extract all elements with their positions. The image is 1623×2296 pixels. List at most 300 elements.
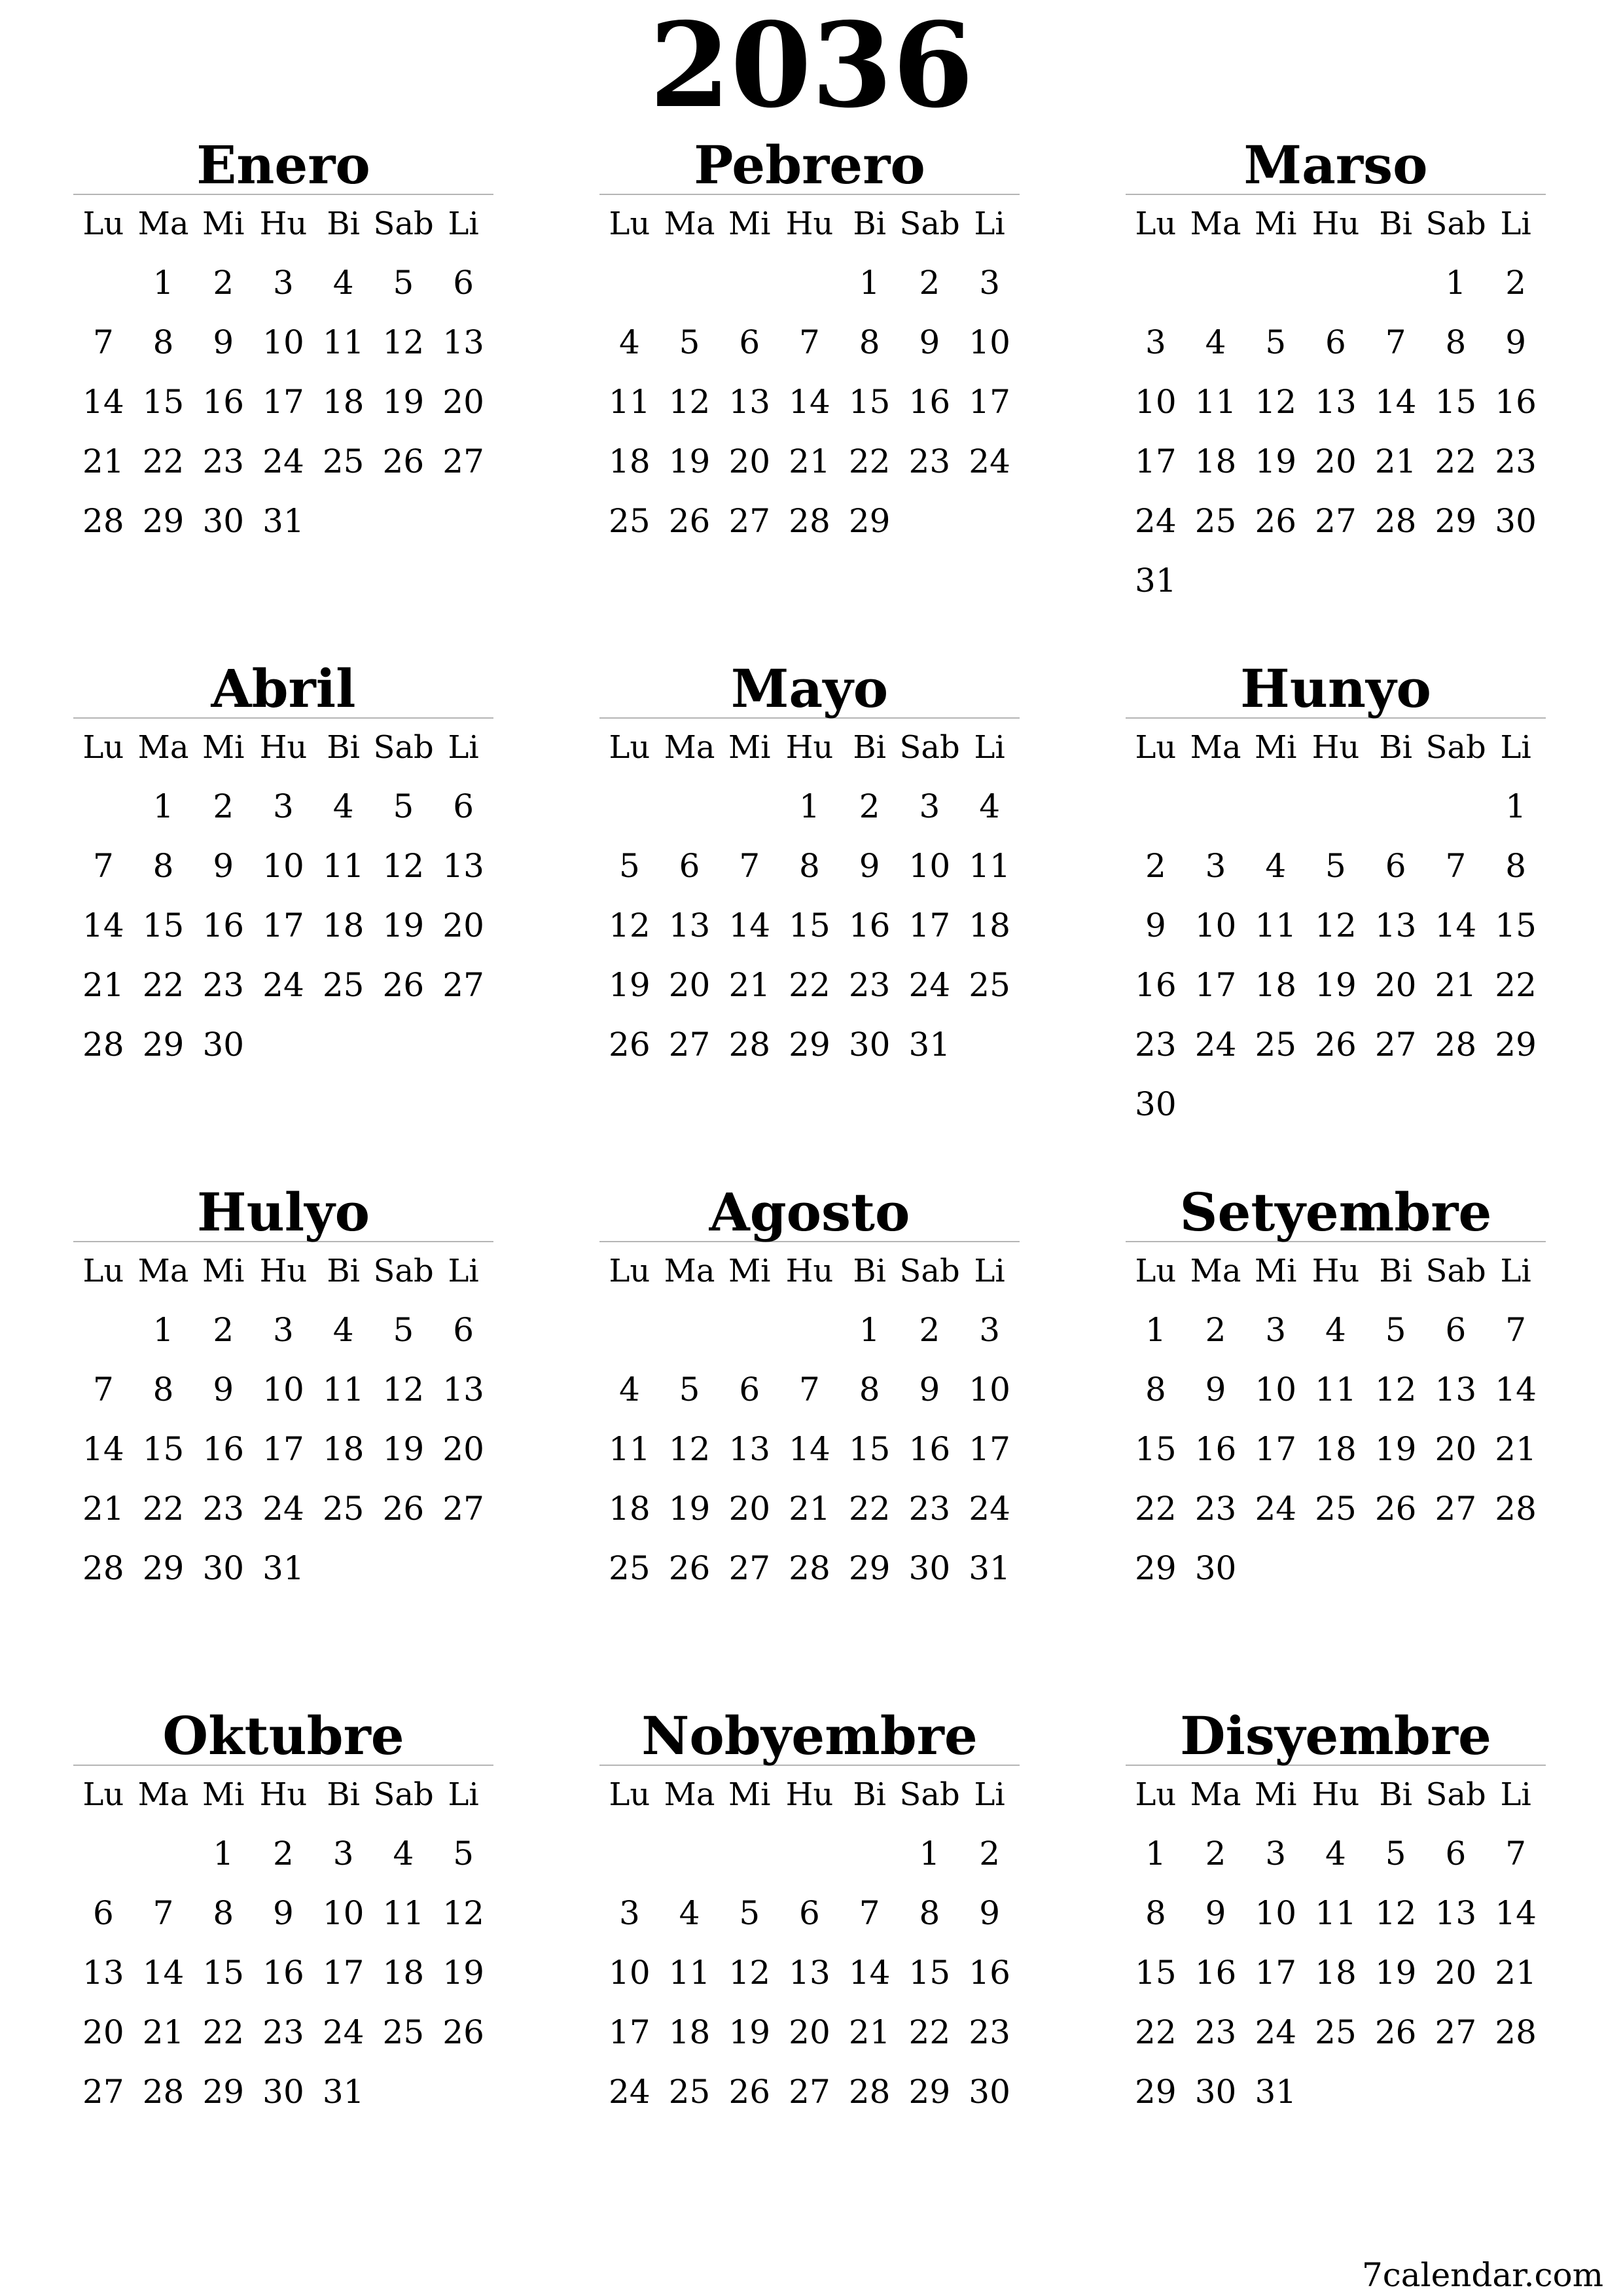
empty-cell (599, 253, 660, 312)
day-cell: 6 (679, 846, 700, 885)
empty-cell (374, 491, 434, 550)
day-cell: 2 (1145, 846, 1166, 885)
day-cell: 16 (1135, 965, 1177, 1004)
day-cell: 19 (668, 1489, 711, 1528)
empty-cell (1366, 776, 1426, 836)
weekday-label: Mi (728, 1776, 771, 1813)
day-cell: 31 (322, 2072, 365, 2111)
month-title: Mayo (599, 660, 1020, 719)
week-row (1126, 836, 1546, 895)
day-cell: 21 (82, 442, 124, 480)
day-cell: 19 (442, 1953, 484, 1992)
day-cell: 30 (262, 2072, 304, 2111)
week-row (599, 372, 1020, 431)
weekday-label: Lu (82, 1776, 124, 1813)
day-cell: 20 (442, 906, 484, 944)
day-cell: 24 (262, 442, 304, 480)
weekday-label: Lu (82, 1253, 124, 1289)
week-row (1126, 2002, 1546, 2062)
day-cell: 12 (442, 1893, 484, 1932)
day-cell: 16 (969, 1953, 1010, 1992)
day-cell: 7 (152, 1893, 174, 1932)
day-cell: 24 (262, 1489, 304, 1528)
day-cell: 29 (848, 501, 891, 540)
empty-cell (73, 776, 134, 836)
day-cell: 22 (1135, 1489, 1177, 1528)
week-row (1126, 431, 1546, 491)
empty-cell (719, 1823, 779, 1883)
weekday-label: Hu (785, 1776, 834, 1813)
weekday-label: Hu (259, 206, 308, 242)
month-table (1126, 1242, 1546, 1598)
day-cell: 24 (262, 965, 304, 1004)
day-cell: 25 (322, 965, 365, 1004)
weekday-label: Sab (373, 1253, 434, 1289)
day-cell: 21 (1374, 442, 1417, 480)
day-cell: 4 (1325, 1834, 1346, 1873)
day-cell: 1 (1505, 787, 1527, 825)
month-hulyo (73, 1183, 493, 1598)
weekday-label: Mi (202, 206, 245, 242)
day-cell: 3 (1265, 1310, 1287, 1349)
month-title: Marso (1126, 136, 1546, 195)
day-cell: 8 (152, 323, 174, 361)
day-cell: 29 (1435, 501, 1477, 540)
day-cell: 14 (1495, 1370, 1537, 1408)
empty-cell (959, 491, 1020, 550)
day-cell: 13 (1374, 906, 1417, 944)
day-cell: 20 (1435, 1429, 1477, 1468)
day-cell: 6 (92, 1893, 114, 1932)
week-row (73, 895, 493, 955)
day-cell: 28 (1435, 1025, 1477, 1064)
day-cell: 22 (142, 442, 185, 480)
day-cell: 29 (142, 1025, 185, 1064)
day-cell: 30 (202, 1549, 245, 1587)
day-cell: 12 (1374, 1893, 1417, 1932)
day-cell: 10 (262, 1370, 304, 1408)
weekday-label: Hu (1311, 206, 1360, 242)
day-cell: 5 (1265, 323, 1287, 361)
day-cell: 21 (82, 1489, 124, 1528)
week-row (599, 1538, 1020, 1598)
day-cell: 3 (979, 1310, 1001, 1349)
month-table (599, 195, 1020, 550)
empty-cell (1486, 550, 1546, 610)
day-cell: 4 (979, 787, 1001, 825)
day-cell: 5 (618, 846, 640, 885)
day-cell: 22 (789, 965, 830, 1004)
day-cell: 6 (739, 1370, 760, 1408)
week-row (599, 776, 1020, 836)
day-cell: 12 (382, 323, 425, 361)
weekday-label: Ma (1190, 206, 1241, 242)
day-cell: 7 (92, 846, 114, 885)
week-row (1126, 1359, 1546, 1419)
day-cell: 14 (789, 1429, 830, 1468)
day-cell: 14 (142, 1953, 185, 1992)
weekday-label: Mi (202, 729, 245, 766)
week-row (1126, 1479, 1546, 1538)
day-cell: 10 (1255, 1893, 1297, 1932)
week-row (1126, 1943, 1546, 2002)
empty-cell (1486, 1074, 1546, 1134)
week-row (599, 312, 1020, 372)
weekday-label: Ma (664, 1253, 715, 1289)
empty-cell (1426, 2062, 1486, 2121)
weekday-label: Lu (609, 206, 651, 242)
weekday-label: Hu (1311, 1253, 1360, 1289)
day-cell: 20 (1374, 965, 1417, 1004)
weekday-label: Mi (728, 206, 771, 242)
week-row (1126, 1823, 1546, 1883)
empty-cell (1306, 2062, 1366, 2121)
year-title: 2036 (649, 0, 974, 134)
day-cell: 1 (799, 787, 820, 825)
empty-cell (1366, 550, 1426, 610)
day-cell: 14 (1435, 906, 1477, 944)
day-cell: 24 (969, 1489, 1010, 1528)
day-cell: 2 (1505, 263, 1527, 302)
day-cell: 13 (442, 1370, 484, 1408)
day-cell: 16 (202, 1429, 245, 1468)
empty-cell (1426, 776, 1486, 836)
weekday-label: Lu (609, 1253, 651, 1289)
empty-cell (779, 253, 840, 312)
day-cell: 2 (213, 1310, 234, 1349)
day-cell: 23 (1194, 2013, 1237, 2051)
footer-credit: 7calendar.com (1361, 2256, 1603, 2294)
weekday-label: Bi (327, 206, 360, 242)
day-cell: 13 (728, 1429, 771, 1468)
day-cell: 28 (1495, 1489, 1537, 1528)
weekday-label: Sab (1425, 206, 1486, 242)
day-cell: 8 (799, 846, 820, 885)
day-cell: 5 (453, 1834, 474, 1873)
month-pebrero (599, 136, 1020, 550)
day-cell: 22 (848, 442, 891, 480)
week-row (73, 1300, 493, 1359)
weekday-header-row (599, 719, 1020, 776)
day-cell: 20 (728, 1489, 771, 1528)
week-row (73, 2002, 493, 2062)
month-setyembre (1126, 1183, 1546, 1598)
weekday-label: Ma (137, 206, 189, 242)
weekday-label: Lu (1135, 206, 1177, 242)
day-cell: 3 (1265, 1834, 1287, 1873)
weekday-label: Bi (1379, 1776, 1412, 1813)
day-cell: 16 (202, 382, 245, 421)
week-row (599, 1823, 1020, 1883)
weekday-label: Sab (899, 206, 960, 242)
day-cell: 14 (82, 1429, 124, 1468)
empty-cell (1186, 776, 1246, 836)
empty-cell (599, 776, 660, 836)
empty-cell (1306, 550, 1366, 610)
month-nobyembre (599, 1707, 1020, 2121)
day-cell: 2 (213, 263, 234, 302)
day-cell: 8 (1145, 1370, 1166, 1408)
weekday-label: Ma (137, 729, 189, 766)
day-cell: 18 (609, 442, 651, 480)
day-cell: 19 (609, 965, 651, 1004)
week-row (73, 1823, 493, 1883)
weekday-label: Li (448, 1776, 479, 1813)
week-row (1126, 372, 1546, 431)
empty-cell (1186, 550, 1246, 610)
weekday-label: Bi (327, 1253, 360, 1289)
empty-cell (660, 1300, 720, 1359)
day-cell: 2 (919, 263, 940, 302)
day-cell: 23 (1194, 1489, 1237, 1528)
weekday-label: Sab (373, 729, 434, 766)
day-cell: 26 (382, 965, 425, 1004)
weekday-label: Mi (1255, 1776, 1297, 1813)
empty-cell (1366, 253, 1426, 312)
day-cell: 15 (142, 382, 185, 421)
weekday-label: Sab (899, 1253, 960, 1289)
day-cell: 27 (1315, 501, 1357, 540)
day-cell: 24 (609, 2072, 651, 2111)
weekday-label: Hu (1311, 729, 1360, 766)
day-cell: 23 (969, 2013, 1010, 2051)
day-cell: 29 (908, 2072, 951, 2111)
week-row (599, 1300, 1020, 1359)
weekday-label: Bi (1379, 1253, 1412, 1289)
day-cell: 28 (1495, 2013, 1537, 2051)
weekday-label: Hu (259, 729, 308, 766)
day-cell: 11 (1255, 906, 1297, 944)
month-marso (1126, 136, 1546, 610)
empty-cell (313, 1538, 374, 1598)
day-cell: 9 (213, 1370, 234, 1408)
day-cell: 30 (1194, 1549, 1237, 1587)
day-cell: 6 (799, 1893, 820, 1932)
empty-cell (1245, 253, 1306, 312)
empty-cell (1306, 1074, 1366, 1134)
day-cell: 22 (1495, 965, 1537, 1004)
day-cell: 7 (859, 1893, 880, 1932)
day-cell: 16 (1495, 382, 1537, 421)
day-cell: 4 (1265, 846, 1287, 885)
day-cell: 3 (273, 1310, 294, 1349)
day-cell: 9 (1505, 323, 1527, 361)
day-cell: 13 (442, 846, 484, 885)
week-row (599, 836, 1020, 895)
weekday-label: Sab (373, 1776, 434, 1813)
day-cell: 8 (213, 1893, 234, 1932)
day-cell: 13 (668, 906, 711, 944)
day-cell: 10 (1135, 382, 1177, 421)
day-cell: 20 (442, 1429, 484, 1468)
empty-cell (1245, 1074, 1306, 1134)
day-cell: 10 (969, 1370, 1010, 1408)
day-cell: 4 (332, 263, 354, 302)
day-cell: 25 (382, 2013, 425, 2051)
week-row (1126, 1014, 1546, 1074)
empty-cell (374, 1014, 434, 1074)
weekday-label: Ma (1190, 729, 1241, 766)
day-cell: 30 (848, 1025, 891, 1064)
weekday-header-row (73, 195, 493, 253)
empty-cell (433, 1014, 493, 1074)
day-cell: 16 (202, 906, 245, 944)
day-cell: 28 (142, 2072, 185, 2111)
empty-cell (599, 1823, 660, 1883)
weekday-header-row (1126, 1242, 1546, 1300)
day-cell: 23 (908, 1489, 951, 1528)
day-cell: 23 (262, 2013, 304, 2051)
day-cell: 22 (1435, 442, 1477, 480)
day-cell: 13 (728, 382, 771, 421)
day-cell: 14 (848, 1953, 891, 1992)
day-cell: 31 (908, 1025, 951, 1064)
day-cell: 16 (848, 906, 891, 944)
day-cell: 24 (969, 442, 1010, 480)
week-row (73, 1014, 493, 1074)
day-cell: 1 (152, 1310, 174, 1349)
empty-cell (660, 253, 720, 312)
day-cell: 10 (1194, 906, 1237, 944)
week-row (1126, 491, 1546, 550)
day-cell: 15 (848, 1429, 891, 1468)
day-cell: 4 (393, 1834, 414, 1873)
day-cell: 20 (1315, 442, 1357, 480)
day-cell: 11 (322, 1370, 365, 1408)
day-cell: 21 (789, 1489, 830, 1528)
day-cell: 9 (1205, 1893, 1226, 1932)
week-row (73, 776, 493, 836)
empty-cell (1245, 550, 1306, 610)
day-cell: 31 (969, 1549, 1010, 1587)
day-cell: 4 (618, 323, 640, 361)
day-cell: 2 (1205, 1834, 1226, 1873)
day-cell: 15 (202, 1953, 245, 1992)
month-title: Nobyembre (599, 1707, 1020, 1766)
month-table (599, 1766, 1020, 2121)
day-cell: 12 (1374, 1370, 1417, 1408)
weekday-label: Hu (259, 1776, 308, 1813)
day-cell: 15 (908, 1953, 951, 1992)
day-cell: 27 (442, 1489, 484, 1528)
month-mayo (599, 660, 1020, 1074)
day-cell: 20 (82, 2013, 124, 2051)
day-cell: 28 (82, 1549, 124, 1587)
week-row (599, 2062, 1020, 2121)
weekday-label: Sab (1425, 729, 1486, 766)
day-cell: 11 (969, 846, 1010, 885)
day-cell: 28 (789, 1549, 830, 1587)
day-cell: 8 (152, 1370, 174, 1408)
day-cell: 12 (382, 846, 425, 885)
day-cell: 18 (1315, 1953, 1357, 1992)
day-cell: 12 (609, 906, 651, 944)
day-cell: 31 (1255, 2072, 1297, 2111)
day-cell: 17 (1255, 1953, 1297, 1992)
weekday-header-row (73, 1766, 493, 1823)
day-cell: 24 (1135, 501, 1177, 540)
day-cell: 28 (82, 1025, 124, 1064)
day-cell: 3 (332, 1834, 354, 1873)
month-title: Abril (73, 660, 493, 719)
month-table (73, 195, 493, 550)
day-cell: 17 (262, 1429, 304, 1468)
day-cell: 3 (273, 263, 294, 302)
day-cell: 8 (859, 1370, 880, 1408)
month-table (1126, 195, 1546, 610)
day-cell: 26 (1255, 501, 1297, 540)
day-cell: 1 (213, 1834, 234, 1873)
day-cell: 7 (799, 323, 820, 361)
day-cell: 13 (82, 1953, 124, 1992)
month-title: Enero (73, 136, 493, 195)
weekday-header-row (1126, 719, 1546, 776)
weekday-label: Hu (785, 206, 834, 242)
empty-cell (374, 2062, 434, 2121)
weekday-label: Lu (1135, 1253, 1177, 1289)
day-cell: 6 (1445, 1310, 1467, 1349)
day-cell: 5 (1325, 846, 1346, 885)
weekday-header-row (1126, 1766, 1546, 1823)
day-cell: 26 (1374, 1489, 1417, 1528)
weekday-label: Ma (664, 206, 715, 242)
day-cell: 4 (679, 1893, 700, 1932)
day-cell: 2 (273, 1834, 294, 1873)
day-cell: 16 (1194, 1429, 1237, 1468)
day-cell: 13 (1435, 1893, 1477, 1932)
weekday-header-row (599, 195, 1020, 253)
day-cell: 1 (859, 263, 880, 302)
day-cell: 9 (919, 323, 940, 361)
empty-cell (73, 253, 134, 312)
day-cell: 3 (919, 787, 940, 825)
day-cell: 29 (142, 501, 185, 540)
weekday-header-row (73, 719, 493, 776)
day-cell: 8 (152, 846, 174, 885)
weekday-label: Sab (1425, 1253, 1486, 1289)
empty-cell (73, 1300, 134, 1359)
week-row (1126, 253, 1546, 312)
empty-cell (1486, 1538, 1546, 1598)
day-cell: 26 (382, 442, 425, 480)
day-cell: 25 (1315, 2013, 1357, 2051)
weekday-label: Mi (202, 1776, 245, 1813)
weekday-label: Li (974, 729, 1005, 766)
week-row (73, 491, 493, 550)
day-cell: 28 (728, 1025, 771, 1064)
week-row (73, 2062, 493, 2121)
day-cell: 11 (609, 382, 651, 421)
month-table (73, 719, 493, 1074)
month-table (73, 1242, 493, 1598)
day-cell: 26 (728, 2072, 771, 2111)
day-cell: 20 (1435, 1953, 1477, 1992)
day-cell: 26 (382, 1489, 425, 1528)
week-row (599, 2002, 1020, 2062)
day-cell: 21 (728, 965, 771, 1004)
empty-cell (1306, 776, 1366, 836)
week-row (73, 1943, 493, 2002)
empty-cell (599, 1300, 660, 1359)
day-cell: 21 (1495, 1953, 1537, 1992)
day-cell: 4 (1205, 323, 1226, 361)
day-cell: 22 (202, 2013, 245, 2051)
empty-cell (73, 1823, 134, 1883)
day-cell: 29 (142, 1549, 185, 1587)
weekday-label: Ma (664, 729, 715, 766)
day-cell: 2 (979, 1834, 1001, 1873)
weekday-label: Bi (853, 729, 886, 766)
